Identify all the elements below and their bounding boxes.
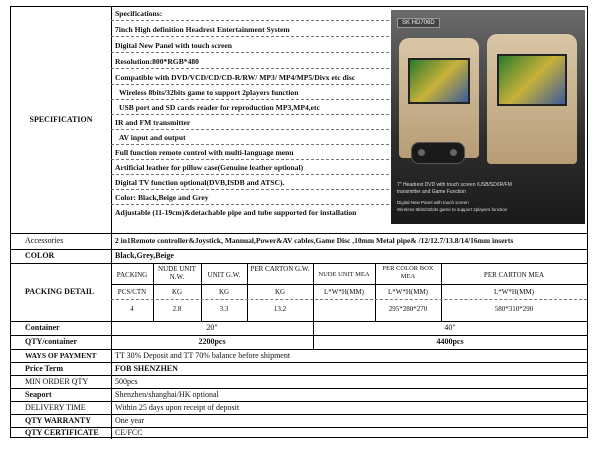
spec-line: Specifications: [115, 9, 163, 18]
qty-container-40ft: 4400pcs [436, 337, 464, 346]
packing-unit: KG [274, 288, 286, 296]
spec-line: Color: Black,Beige and Grey [115, 193, 209, 202]
packing-unit: L*W*H(MM) [323, 288, 365, 296]
packing-header: PACKING [116, 271, 148, 279]
spec-line: 7inch High definition Headrest Entertainment System [115, 25, 290, 34]
warranty-label: QTY WARRANTY [25, 416, 92, 425]
container-label: Container [25, 323, 60, 332]
delivery-time-value: Within 25 days upon receipt of deposit [115, 403, 240, 412]
product-image [391, 10, 585, 224]
certificate-value: CE/FCC [115, 428, 143, 437]
packing-unit: L*W*H(MM) [493, 288, 535, 296]
delivery-time-label: DELIVERY TIME [25, 403, 86, 412]
remote-controller [411, 142, 465, 164]
packing-header: NUDE UNIT MEA [318, 271, 370, 278]
packing-unit: KG [171, 288, 183, 296]
price-term-value: FOB SHENZHEN [115, 364, 178, 373]
color-value: Black,Grey,Beige [115, 251, 174, 260]
model-tag: SK HD706D [397, 18, 440, 28]
warranty-value: One year [115, 416, 145, 425]
packing-header: PER CARTON G.W. [250, 265, 310, 273]
spec-line: Full function remote control with multi-language menu [115, 148, 294, 157]
spec-line: IR and FM transmitter [115, 118, 191, 127]
color-label: COLOR [25, 251, 55, 260]
spec-line: Resolution:800*RGB*480 [115, 57, 199, 66]
packing-value: 13.2 [273, 305, 287, 313]
packing-header: PER COLOR BOX MEA [382, 265, 434, 280]
payment-value: TT 30% Deposit and TT 70% balance before shipment [115, 351, 291, 360]
packing-unit: PCS/CTN [117, 288, 147, 296]
payment-label: WAYS OF PAYMENT [25, 351, 97, 360]
packing-value: 295*280*270 [388, 305, 428, 313]
packing-unit: L*W*H(MM) [387, 288, 429, 296]
container-40ft: 40" [444, 323, 456, 332]
price-term-label: Price Term [25, 364, 63, 373]
packing-header: UNIT G.W. [207, 271, 241, 279]
spec-line: Artificial leather for pillow case(Genuine leather optional) [115, 163, 304, 172]
accessories-value: 2 in1Remote controller&Joystick, Mannual,Power&AV cables,Game Disc ,10mm Metal pipe& /12/12.7/13.8/14/16mm inserts [115, 236, 514, 245]
image-caption-line: Digital New Panel with touch screen [397, 200, 469, 205]
packing-value: 3.3 [219, 305, 229, 313]
spec-line: Compatible with DVD/VCD/CD/CD-R/RW/ MP3/ MP4/MP5/Divx etc disc [115, 73, 356, 82]
packing-label: PACKING DETAIL [25, 287, 95, 296]
spec-line: USB port and SD cards reader for reproduction MP3,MP4,etc [119, 103, 320, 112]
spec-line: Adjustable (11-19cm)&detachable pipe and tube supported for installation [115, 208, 357, 217]
seaport-value: Shenzhen/shanghai/HK optional [115, 390, 219, 399]
qty-container-label: QTY/container [25, 337, 77, 346]
min-order-value: 500pcs [115, 377, 138, 386]
packing-header: NUDE UNIT N.W. [158, 265, 196, 281]
packing-value: 4 [130, 305, 134, 313]
spec-line: Wireless 8bits/32bits game to support 2players function [119, 88, 299, 97]
specification-label: SPECIFICATION [29, 115, 93, 124]
packing-header: PER CARTON MEA [483, 271, 545, 279]
image-caption-line: Wireless 8bits/32bits game to support 2players function [397, 207, 508, 212]
headrest-right-screen [497, 54, 567, 106]
headrest-left-screen [408, 58, 470, 104]
accessories-label: Accessories [25, 236, 64, 245]
spec-line: AV input and output [119, 133, 186, 142]
image-caption-line: transmitter and Game Function [397, 189, 466, 195]
image-caption-line: 7" Headrest DVD with touch screen /USB/SD/IR/FM [397, 182, 512, 188]
certificate-label: QTY CERTIFICATE [25, 428, 99, 437]
qty-container-20ft: 2200pcs [198, 337, 226, 346]
min-order-label: MIN ORDER QTY [25, 377, 89, 386]
spec-line: Digital New Panel with touch screen [115, 41, 232, 50]
container-20ft: 20" [206, 323, 218, 332]
spec-sheet [10, 6, 588, 438]
packing-value: 2.8 [172, 305, 182, 313]
packing-unit: KG [218, 288, 230, 296]
packing-value: 580*310*290 [494, 305, 534, 313]
spec-line: Digital TV function optional(DVB,ISDB and ATSC). [115, 178, 285, 187]
seaport-label: Seaport [25, 390, 52, 399]
